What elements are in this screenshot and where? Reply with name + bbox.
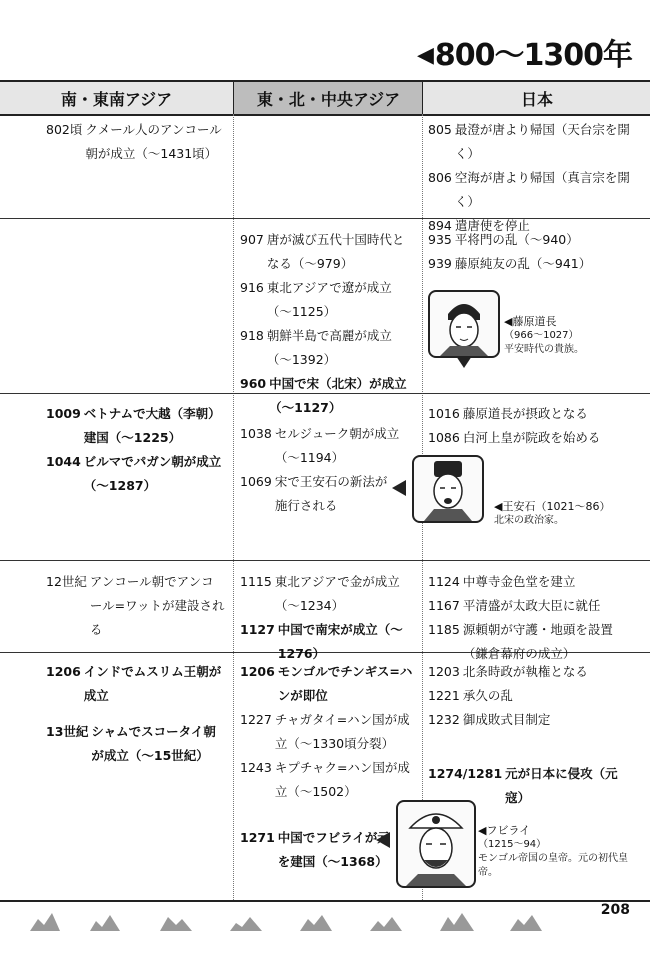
timeline-entry: 1206 インドでムスリム王朝が成立 [46,664,222,703]
timeline-entry: 1086 白河上皇が院政を始める [428,430,601,445]
timeline-entry: 1038 セルジューク朝が成立（〜1194） [240,426,400,465]
page-title: ◀800〜1300年 [416,38,632,73]
row-4-col-3 [428,660,633,732]
page-number: 208 [600,902,630,918]
michinaga-caption: ◀藤原道長 （966〜1027） 平安時代の貴族。 [504,315,584,355]
column-header-east-central-asia: 東・北・中央アジア [233,80,423,116]
row-3-col-3 [428,570,633,666]
timeline-entry: 802頃 クメール人のアンコール朝が成立（〜1431頃） [46,122,222,161]
timeline-entry: 1243 キプチャク=ハン国が成立（〜1502） [240,760,410,799]
timeline-entry: 916 東北アジアで遼が成立（〜1125） [240,280,392,319]
row-0-col-1 [46,118,226,166]
timeline-entry: 806 空海が唐より帰国（真言宗を開く） [428,170,630,209]
timeline-entry: 1185 源頼朝が守護・地頭を設置（鎌倉幕府の成立） [428,622,613,661]
timeline-entry: 1016 藤原道長が摂政となる [428,406,588,421]
timeline-entry: 1167 平清盛が太政大臣に就任 [428,598,601,613]
timeline-entry: 935 平将門の乱（〜940） [428,232,579,247]
timeline-entry: 1274/1281 元が日本に侵攻（元寇） [428,766,618,805]
timeline-entry: 939 藤原純友の乱（〜941） [428,256,592,271]
column-divider [233,114,234,900]
speech-pointer [376,832,390,848]
wang-anshi-caption: ◀王安石（1021〜86） 北宋の政治家。 [494,500,611,526]
timeline-entry: 907 唐が滅び五代十国時代となる（〜979） [240,232,405,271]
timeline-entry: 1009 ベトナムで大越（李朝）建国（〜1225） [46,406,221,445]
kublai-portrait [396,800,476,888]
timeline-entry: 918 朝鮮半島で高麗が成立（〜1392） [240,328,392,367]
speech-pointer [456,356,472,368]
scholar-face-icon [414,457,482,521]
footer-rule [0,900,650,902]
row-4-col-2 [240,660,416,804]
left-triangle-icon: ◀ [416,43,433,68]
emperor-face-icon [398,802,474,886]
speech-pointer [392,480,406,496]
timeline-entry: 1271 中国でフビライが元を建国（〜1368） [240,830,390,869]
timeline-entry: 1206 モンゴルでチンギス=ハンが即位 [240,664,413,703]
kublai-caption: ◀フビライ （1215〜94） モンゴル帝国の皇帝。元の初代皇帝。 [478,824,628,878]
timeline-entry: 12世紀 アンコール朝でアンコール=ワットが建設される [46,574,225,637]
row-3-col-2 [240,570,416,666]
timeline-entry: 1232 御成敗式目制定 [428,712,551,727]
row-4-col-1 [46,660,228,768]
column-header-japan: 日本 [422,80,650,116]
timeline-entry: 805 最澄が唐より帰国（天台宗を開く） [428,122,630,161]
timeline-entry: 1203 北条時政が執権となる [428,664,588,679]
timeline-entry: 1127 中国で南宋が成立（〜1276） [240,622,403,661]
row-divider [0,560,650,561]
wang-anshi-portrait [412,455,484,523]
timeline-entry: 1115 東北アジアで金が成立（〜1234） [240,574,400,613]
row-0-col-3 [428,118,633,238]
timeline-entry: 1221 承久の乱 [428,688,513,703]
timeline-entry: 1227 チャガタイ=ハン国が成立（〜1330頃分裂） [240,712,410,751]
timeline-entry: 894 遣唐使を停止 [428,218,530,233]
michinaga-portrait [428,290,500,358]
timeline-entry: 1124 中尊寺金色堂を建立 [428,574,576,589]
timeline-entry: 960 中国で宋（北宋）が成立（〜1127） [240,376,407,415]
timeline-entry: 1069 宋で王安石の新法が施行される [240,474,388,513]
mountains-decoration-icon [30,905,570,933]
row-2-col-3 [428,402,633,450]
column-header-southeast-asia: 南・東南アジア [0,80,233,116]
noble-face-icon [430,292,498,356]
row-1-col-3 [428,228,633,276]
row-2-col-2 [240,422,416,518]
row-1-col-2 [240,228,416,420]
timeline-entry: 13世紀 シャムでスコータイ朝が成立（〜15世紀） [46,724,216,763]
row-4-col-2-kublai [240,826,390,874]
row-2-col-1 [46,402,228,498]
row-3-col-1 [46,570,226,642]
timeline-entry: 1044 ビルマでパガン朝が成立（〜1287） [46,454,222,493]
